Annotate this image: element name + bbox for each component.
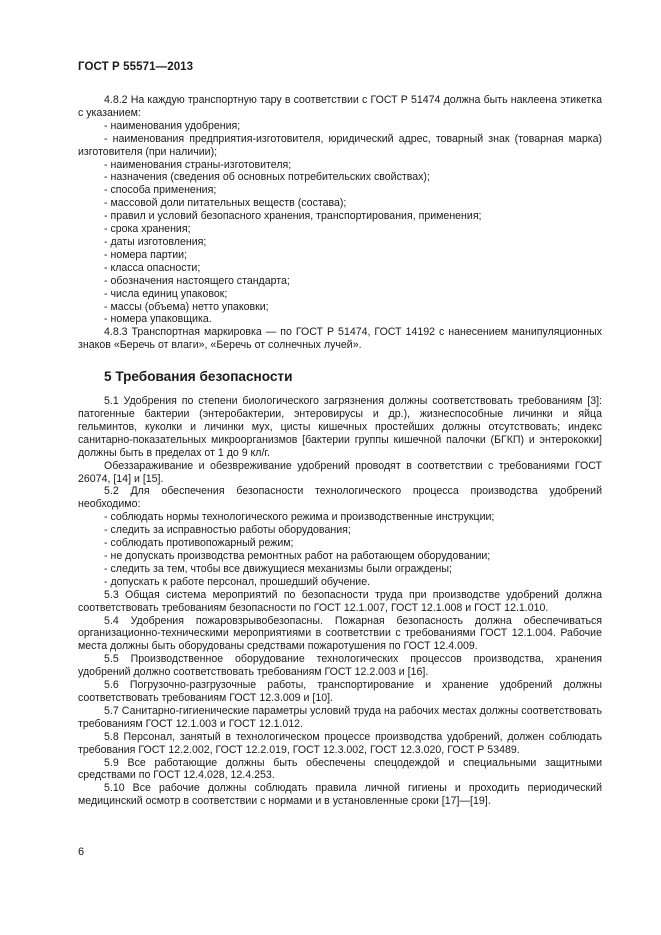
- list-item: - числа единиц упаковок;: [104, 287, 228, 300]
- list-item: - допускать к работе персонал, прошедший обучение.: [104, 575, 371, 588]
- paragraph-5-9: 5.9 Все работающие должны быть обеспечены спецодеждой и специальными защитными средствами по ГОСТ 12.4.028, 12.4.253.: [78, 756, 602, 782]
- section-5-heading: 5 Требования безопасности: [104, 369, 293, 385]
- paragraph-5-1: 5.1 Удобрения по степени биологического загрязнения должны соответствовать требованиям [3]: патогенные бактерии (энтеробактерии, энтеровирусы и др.), жизнеспособные личинки и яйца гельминтов, куколки и личинки мух, цисты кишечных простейших должны отсутствовать; индекс санитарно-показательных микроорганизмов [бактерии группы кишечной палочки (БГКП) и энтерококки] должны быть в пределах от 1 до 9 кл/г.: [78, 395, 602, 459]
- list-item: - массовой доли питательных веществ (состава);: [104, 197, 347, 210]
- paragraph-5-1-b: Обеззараживание и обезвреживание удобрений проводят в соответствии с требованиями ГОСТ 26074, [14] и [15].: [78, 459, 602, 485]
- list-item: - следить за исправностью работы оборудования;: [104, 524, 351, 537]
- paragraph-5-5: 5.5 Производственное оборудование технологических процессов производства, хранения удобрений должно соответствовать требованиям ГОСТ 12.2.003 и [16].: [78, 653, 602, 679]
- paragraph-5-2: 5.2 Для обеспечения безопасности технологического процесса производства удобрений необходимо:: [78, 485, 602, 511]
- list-item: - срока хранения;: [104, 223, 191, 236]
- paragraph-5-10: 5.10 Все рабочие должны соблюдать правила личной гигиены и проходить периодический медицинский осмотр в соответствии с нормами и в установленные сроки [17]—[19].: [78, 782, 602, 808]
- document-header: ГОСТ Р 55571—2013: [78, 61, 194, 73]
- list-item: - не допускать производства ремонтных работ на работающем оборудовании;: [104, 550, 491, 562]
- list-item: - номера партии;: [104, 248, 188, 261]
- list-item: - класса опасности;: [104, 261, 201, 274]
- page-number: 6: [78, 846, 85, 858]
- list-item: - обозначения настоящего стандарта;: [104, 274, 290, 287]
- list-item: - наименования страны-изготовителя;: [104, 158, 292, 171]
- paragraph-5-4: 5.4 Удобрения пожаровзрывобезопасны. Пожарная безопасность должна обеспечиваться организационно-техническими мероприятиями в соответствии с требованиями ГОСТ 12.1.004. Рабочие места должны быть оборудованы средствами пожаротушения по ГОСТ 12.4.009.: [78, 614, 602, 653]
- list-item: - следить за тем, чтобы все движущиеся механизмы были ограждены;: [104, 562, 452, 575]
- list-item: - наименования удобрения;: [104, 119, 241, 132]
- paragraph-4-8-3: 4.8.3 Транспортная маркировка — по ГОСТ Р 51474, ГОСТ 14192 с нанесением манипуляционных знаков «Беречь от влаги», «Беречь от солнечных лучей».: [78, 326, 602, 352]
- list-item: - правил и условий безопасного хранения, транспортирования, применения;: [104, 210, 482, 223]
- list-item: - номера упаковщика.: [104, 313, 212, 326]
- page-content: [78, 94, 602, 808]
- list-item: - соблюдать нормы технологического режима и производственные инструкции;: [104, 511, 495, 524]
- paragraph-5-8: 5.8 Персонал, занятый в технологическом процессе производства удобрений, должен соблюдать требования ГОСТ 12.2.002, ГОСТ 12.2.019, ГОСТ 12.3.002, ГОСТ 12.3.020, ГОСТ Р 53489.: [78, 730, 602, 756]
- list-item: - наименования предприятия-изготовителя, юридический адрес, товарный знак (товарная марка) изготовителя (при наличии);: [78, 132, 602, 158]
- list-item: - даты изготовления;: [104, 235, 207, 248]
- paragraph-5-7: 5.7 Санитарно-гигиенические параметры условий труда на рабочих местах должны соответствовать требованиям ГОСТ 12.1.003 и ГОСТ 12.1.012.: [78, 704, 602, 730]
- list-item: - соблюдать противопожарный режим;: [104, 537, 294, 550]
- paragraph-5-6: 5.6 Погрузочно-разгрузочные работы, транспортирование и хранение удобрений должны соответствовать требованиям ГОСТ 12.3.009 и [10].: [78, 679, 602, 704]
- paragraph-4-8-2: 4.8.2 На каждую транспортную тару в соответствии с ГОСТ Р 51474 должна быть наклеена этикетка с указанием:: [78, 94, 602, 119]
- paragraph-5-3: 5.3 Общая система мероприятий по безопасности труда при производстве удобрений должна соответствовать требованиям безопасности по ГОСТ 12.1.007, ГОСТ 12.1.008 и ГОСТ 12.1.010.: [78, 588, 602, 614]
- list-item: - способа применения;: [104, 184, 217, 197]
- list-item: - массы (объема) нетто упаковки;: [104, 300, 269, 313]
- list-item: - назначения (сведения об основных потребительских свойствах);: [104, 171, 430, 184]
